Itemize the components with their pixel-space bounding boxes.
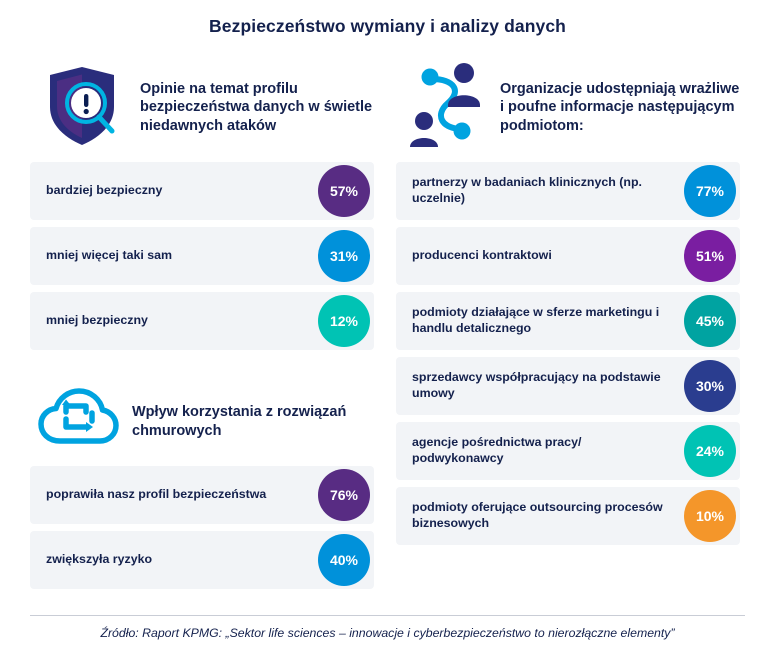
row-label: mniej bezpieczny [46,313,148,328]
columns-container [30,55,745,596]
value-bubble: 77% [684,165,736,217]
list-item [30,531,374,589]
value-bubble: 76% [318,469,370,521]
source-note: Źródło: Raport KPMG: „Sektor life sciences – innowacje i cyberbezpieczeństwo to nierozłączne elementy” [100,626,675,640]
cloud-recycle-icon [36,383,120,460]
value-bubble: 10% [684,490,736,542]
page-title: Bezpieczeństwo wymiany i analizy danych [209,16,566,36]
row-label: producenci kontraktowi [412,248,552,263]
list-item [396,487,740,545]
value-bubble: 57% [318,165,370,217]
section-header-cloud [30,379,374,466]
right-column [396,55,740,552]
list-item [30,466,374,524]
spacer [30,357,374,379]
divider [30,615,745,616]
row-label: bardziej bezpieczny [46,183,163,198]
shield-magnifier-icon [36,59,128,156]
section-heading-cloud: Wpływ korzystania z rozwiązań chmurowych [132,403,347,439]
value-bubble: 51% [684,230,736,282]
value-bubble: 45% [684,295,736,347]
section-header-sharing [396,55,740,162]
left-column [30,55,374,596]
row-label: zwiększyła ryzyko [46,552,153,567]
section-heading-opinions: Opinie na temat profilu bezpieczeństwa danych w świetle niedawnych ataków [140,80,373,134]
row-label: partnerzy w badaniach klinicznych (np. uczelnie) [412,175,642,205]
list-item [396,357,740,415]
list-item [396,292,740,350]
footer [30,615,745,640]
list-item [30,292,374,350]
people-network-icon [402,59,488,156]
value-bubble: 30% [684,360,736,412]
row-label: poprawiła nasz profil bezpieczeństwa [46,487,267,502]
section-header-opinions [30,55,374,162]
value-bubble: 31% [318,230,370,282]
list-item [396,422,740,480]
row-label: podmioty oferujące outsourcing procesów biznesowych [412,500,663,530]
row-label: mniej więcej taki sam [46,248,173,263]
list-item [396,227,740,285]
row-label: agencje pośrednictwa pracy/ podwykonawcy [412,435,582,465]
value-bubble: 24% [684,425,736,477]
value-bubble: 40% [318,534,370,586]
list-item [30,162,374,220]
section-heading-sharing: Organizacje udostępniają wrażliwe i poufne informacje następującym podmiotom: [500,80,740,134]
value-bubble: 12% [318,295,370,347]
list-item [396,162,740,220]
list-item [30,227,374,285]
row-label: podmioty działające w sferze marketingu i handlu detalicznego [412,305,660,335]
row-label: sprzedawcy współpracujący na podstawie umowy [412,370,661,400]
